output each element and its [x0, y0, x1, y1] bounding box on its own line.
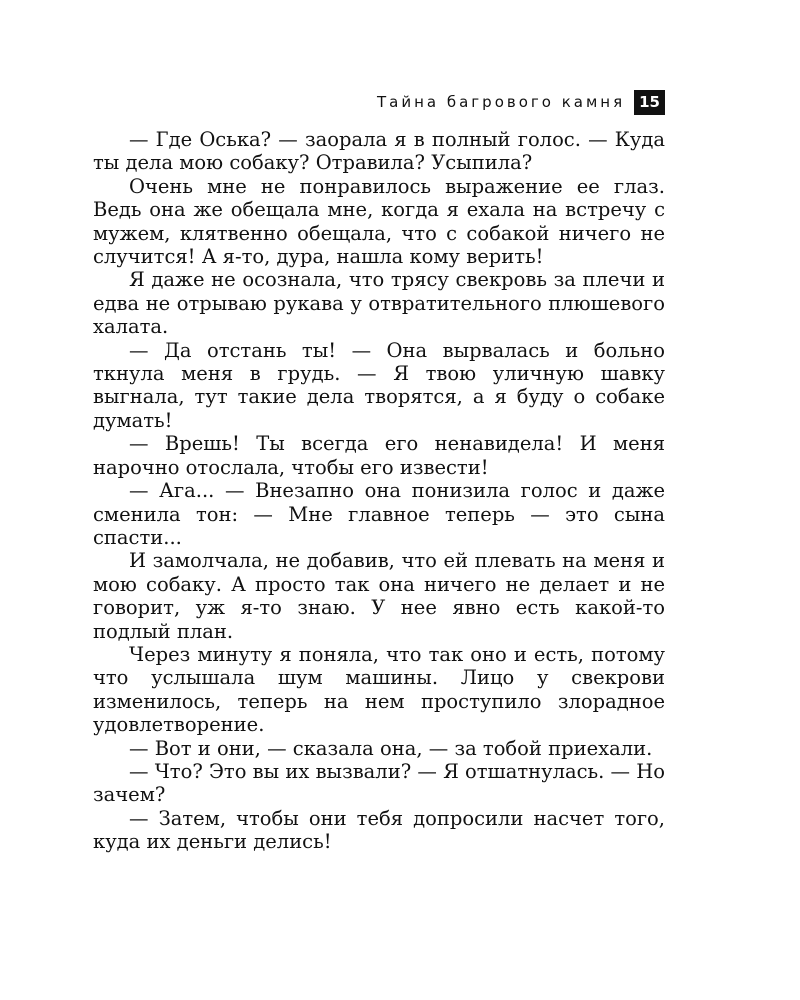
paragraph: — Ага... — Внезапно она понизила голос и даже сменила тон: — Мне главное теперь — это сына спасти... [93, 479, 665, 549]
paragraph: Я даже не осознала, что трясу свекровь за плечи и едва не отрываю рукава у отвратительного плюшевого халата. [93, 268, 665, 339]
running-title: Тайна багрового камня [376, 93, 626, 111]
paragraph: — Что? Это вы их вызвали? — Я отшатнулась. — Но зачем? [93, 759, 665, 807]
paragraph: — Где Оська? — заорала я в полный голос. — Куда ты дела мою собаку? Отравила? Усыпила? [93, 128, 665, 175]
paragraph: — Затем, чтобы они тебя допросили насчет того, куда их деньги делись! [93, 806, 665, 854]
paragraph: Через минуту я поняла, что так оно и есть, потому что услышала шум машины. Лицо у свекрови изменилось, теперь на нем проступило злорадное удовлетворение. [93, 642, 665, 737]
paragraph: — Врешь! Ты всегда его ненавидела! И меня нарочно отослала, чтобы его извести! [93, 432, 665, 479]
paragraph: — Вот и они, — сказала она, — за тобой приехали. [129, 736, 653, 760]
running-head [93, 88, 665, 116]
page-number: 15 [634, 90, 665, 115]
paragraph: И замолчала, не добавив, что ей плевать на меня и мою собаку. А просто так она ничего не делает и не говорит, уж я-то знаю. У нее явно есть какой-то подлый план. [93, 549, 665, 643]
paragraph: Очень мне не понравилось выражение ее глаз. Ведь она же обещала мне, когда я ехала на встречу с мужем, клятвенно обещала, что с собакой ничего не случится! А я-то, дура, нашла кому верить! [93, 174, 665, 269]
body-text [93, 128, 665, 854]
paragraph: — Да отстань ты! — Она вырвалась и больно ткнула меня в грудь. — Я твою уличную шавку выгнала, тут такие дела творятся, а я буду о собаке думать! [93, 338, 665, 432]
